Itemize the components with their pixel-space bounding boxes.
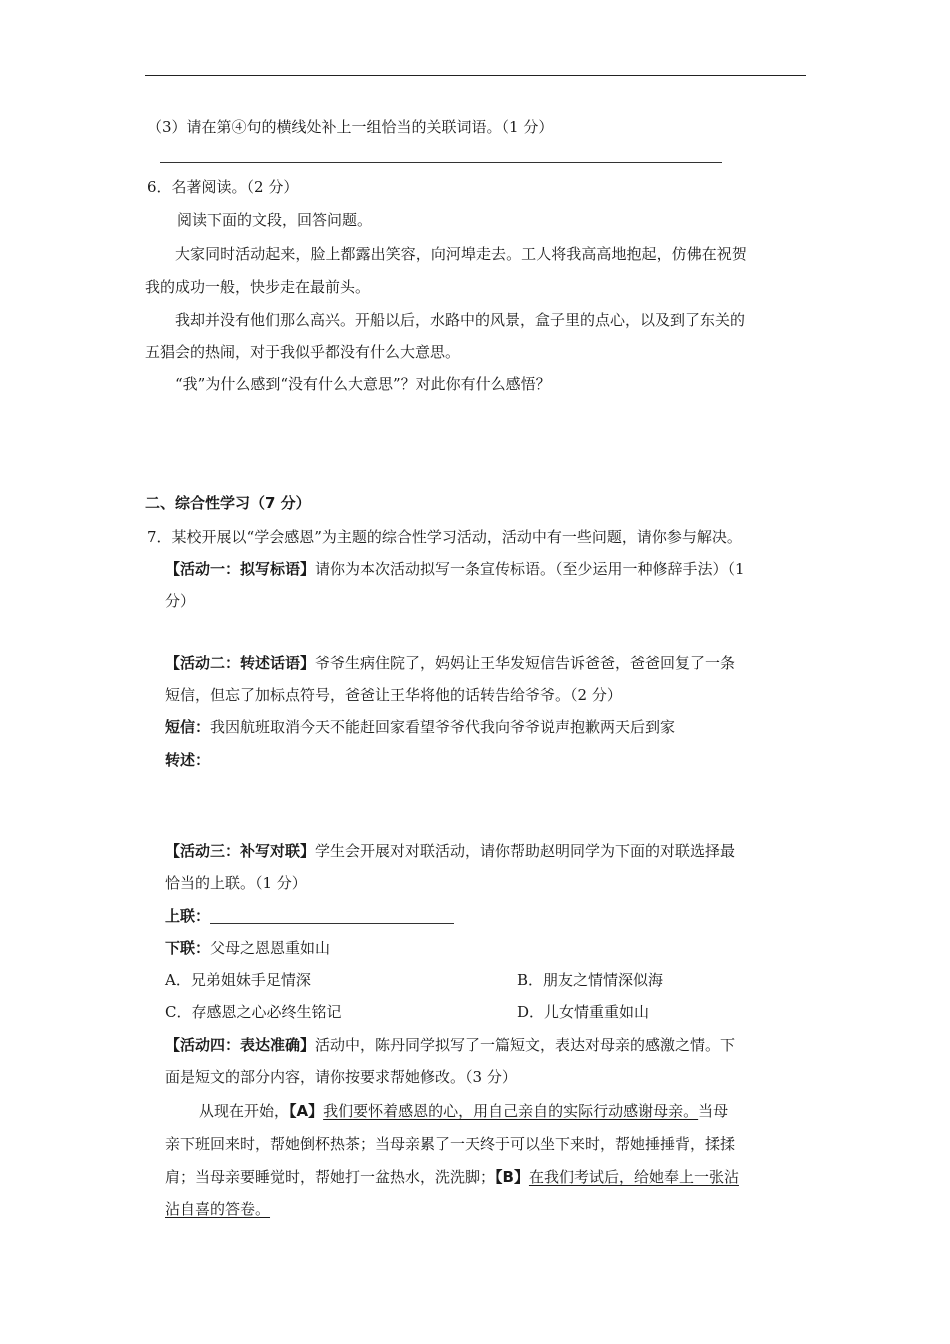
activity-3-text-cont: 恰当的上联。（1 分） (165, 874, 307, 892)
lower-couplet-label: 下联： (165, 939, 211, 957)
option-c[interactable]: C．存感恩之心必终生铭记 (165, 1003, 342, 1021)
activity-2-label: 【活动二：转述话语】 (165, 654, 316, 672)
essay-text: 当母 (698, 1102, 729, 1120)
activity-3 (165, 841, 735, 861)
activity-4 (165, 1035, 735, 1055)
upper-couplet-label: 上联： (165, 907, 211, 925)
activity-4-text: 活动中，陈丹同学拟写了一篇短文，表达对母亲的感激之情。下 (315, 1036, 736, 1054)
essay-line: 亲下班回来时，帮她倒杯热茶；当母亲累了一天终于可以坐下来时，帮她捶捶背，揉揉 (165, 1135, 736, 1153)
passage-line: 五猖会的热闹，对于我似乎都没有什么大意思。 (145, 343, 461, 361)
mark-a: 【A】 (289, 1102, 324, 1120)
passage-line: 我的成功一般，快步走在最前头。 (145, 278, 371, 296)
question-6-prompt: “我”为什么感到“没有什么大意思”？对此你有什么感悟？ (175, 375, 551, 393)
passage-line: 我却并没有他们那么高兴。开船以后，水路中的风景，盒子里的点心，以及到了东关的 (175, 311, 746, 329)
activity-3-label: 【活动三：补写对联】 (165, 842, 316, 860)
question-6-instruction: 阅读下面的文段，回答问题。 (177, 211, 373, 229)
question-6-title: 6．名著阅读。（2 分） (147, 178, 299, 196)
activity-1-text: 请你为本次活动拟写一条宣传标语。（至少运用一种修辞手法）（1 (315, 560, 745, 578)
sms-label: 短信： (165, 718, 211, 736)
question-7-intro: 7．某校开展以“学会感恩”为主题的综合性学习活动，活动中有一些问题，请你参与解决。 (147, 528, 742, 546)
activity-1-text-cont: 分） (165, 592, 196, 610)
sms-line (165, 717, 675, 737)
mark-b: 【B】 (495, 1168, 529, 1186)
option-d[interactable]: D．儿女情重重如山 (517, 1003, 650, 1021)
essay-text: 肩；当母亲要睡觉时，帮她打一盆热水，洗洗脚； (165, 1168, 496, 1186)
answer-line-5-3[interactable] (160, 162, 722, 163)
header-rule (145, 75, 806, 76)
passage-line: 大家同时活动起来，脸上都露出笑容，向河埠走去。工人将我高高地抱起，仿佛在祝贺 (175, 245, 747, 263)
question-5-3: （3）请在第④句的横线处补上一组恰当的关联词语。（1 分） (147, 118, 554, 136)
relay-label: 转述： (165, 751, 211, 769)
activity-2 (165, 653, 735, 673)
essay-line (165, 1199, 270, 1219)
lower-couplet-text: 父母之恩恩重如山 (210, 939, 331, 957)
sentence-b: 在我们考试后，给她奉上一张沾 (528, 1168, 739, 1186)
activity-1 (165, 559, 745, 579)
option-a[interactable]: A．兄弟姐妹手足情深 (165, 971, 311, 989)
upper-couplet (165, 906, 454, 926)
activity-1-label: 【活动一：拟写标语】 (165, 560, 316, 578)
sms-text: 我因航班取消今天不能赶回家看望爷爷代我向爷爷说声抱歉两天后到家 (210, 718, 676, 736)
lower-couplet (165, 938, 330, 958)
essay-line (165, 1167, 739, 1187)
essay-line (199, 1101, 728, 1121)
sentence-b-cont: 沾自喜的答卷。 (165, 1200, 271, 1218)
activity-4-label: 【活动四：表达准确】 (165, 1036, 316, 1054)
upper-couplet-blank[interactable] (210, 907, 454, 924)
activity-2-text: 爷爷生病住院了，妈妈让王华发短信告诉爸爸，爸爸回复了一条 (315, 654, 736, 672)
option-b[interactable]: B．朋友之情情深似海 (517, 971, 664, 989)
sentence-a: 我们要怀着感恩的心，用自己亲自的实际行动感谢母亲。 (323, 1102, 699, 1120)
essay-text: 从现在开始， (199, 1102, 290, 1120)
activity-2-text-cont: 短信，但忘了加标点符号，爸爸让王华将他的话转告给爷爷。（2 分） (165, 686, 622, 704)
activity-4-text-cont: 面是短文的部分内容，请你按要求帮她修改。（3 分） (165, 1068, 517, 1086)
activity-3-text: 学生会开展对对联活动，请你帮助赵明同学为下面的对联选择最 (315, 842, 736, 860)
section-2-title: 二、综合性学习（7 分） (145, 494, 311, 512)
